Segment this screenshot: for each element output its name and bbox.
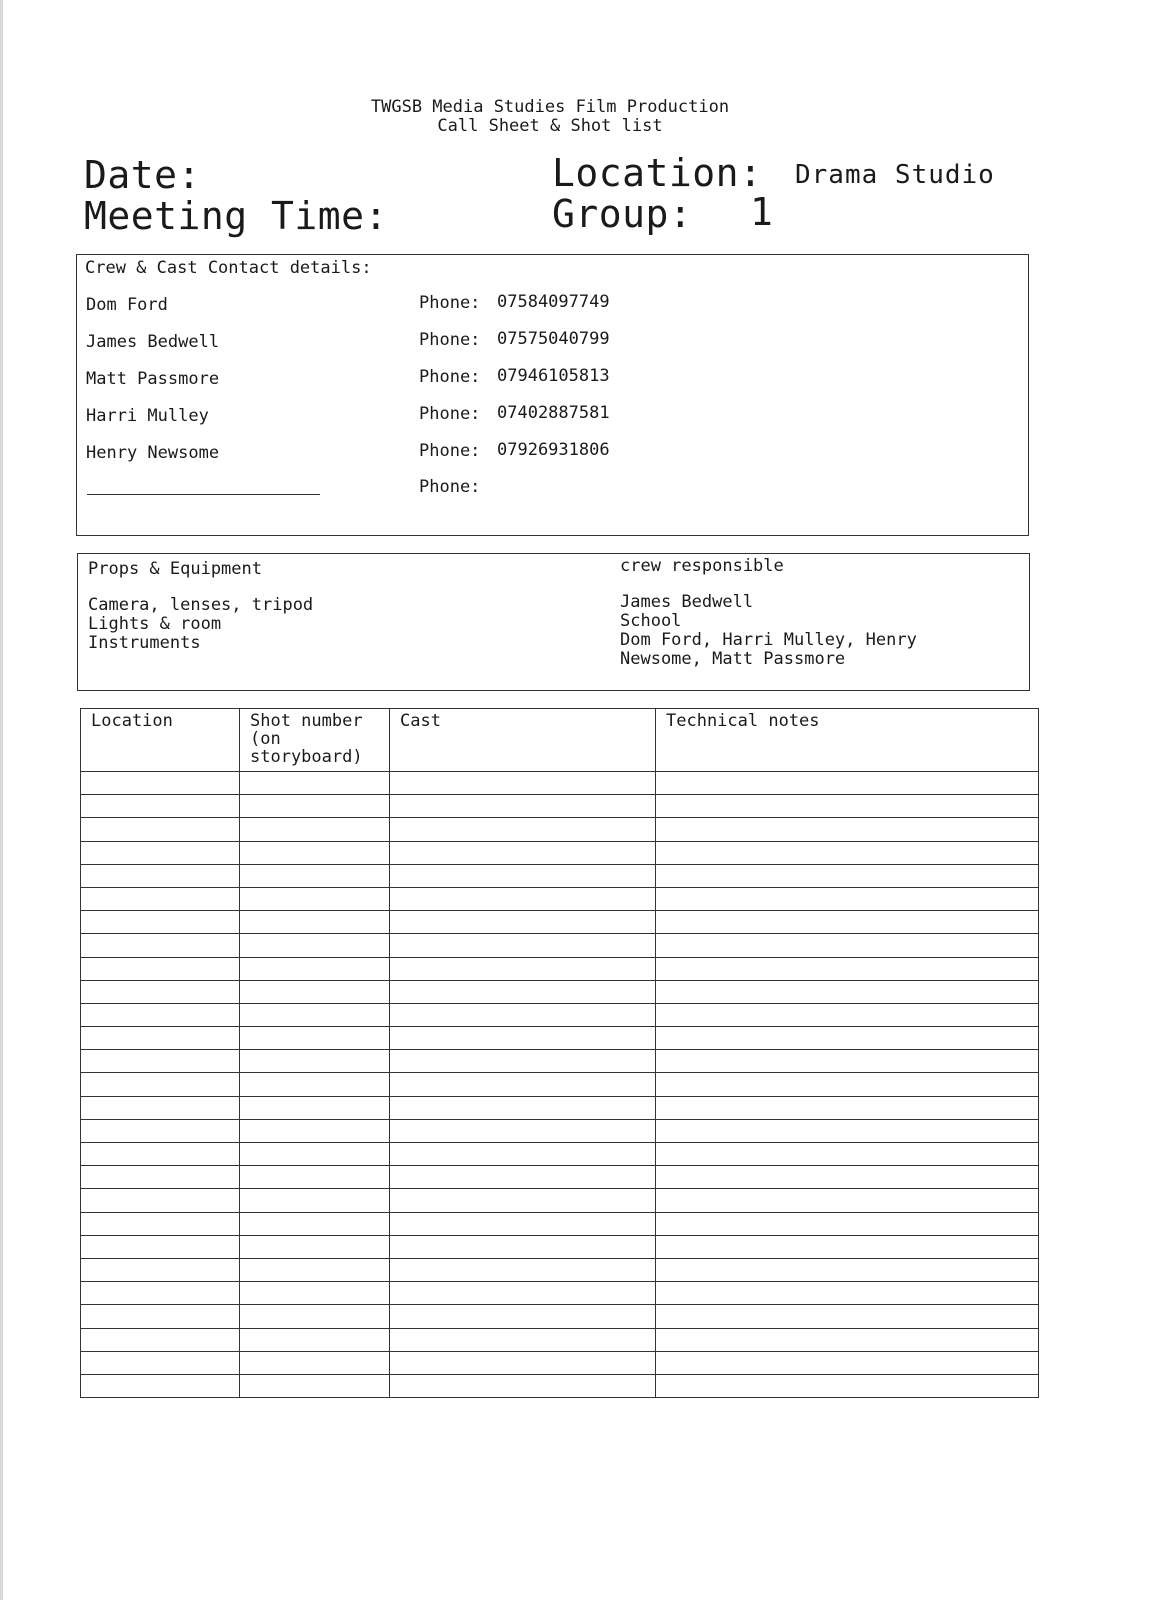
table-cell: [81, 1027, 240, 1050]
table-cell: [81, 957, 240, 980]
table-row: [81, 1166, 1039, 1189]
table-cell: [656, 1073, 1039, 1096]
contact-phone: 07926931806: [497, 440, 610, 460]
crew-line: Newsome, Matt Passmore: [620, 649, 846, 669]
table-row: [81, 911, 1039, 934]
table-cell: [390, 1073, 656, 1096]
contact-phone-label: Phone:: [419, 330, 481, 350]
table-cell: [240, 887, 390, 910]
contact-phone: 07584097749: [497, 292, 610, 312]
table-cell: [656, 911, 1039, 934]
table-cell: [390, 1328, 656, 1351]
table-cell: [81, 1351, 240, 1374]
table-cell: [390, 887, 656, 910]
table-cell: [656, 1282, 1039, 1305]
table-cell: [390, 957, 656, 980]
location-label: Location:: [552, 151, 763, 195]
contact-phone: 07575040799: [497, 329, 610, 349]
prop-item: Camera, lenses, tripod: [88, 595, 314, 615]
table-cell: [390, 1305, 656, 1328]
table-cell: [656, 1328, 1039, 1351]
table-cell: [240, 1166, 390, 1189]
table-cell: [390, 1258, 656, 1281]
contacts-title: Crew & Cast Contact details:: [85, 258, 372, 278]
table-cell: [240, 1212, 390, 1235]
table-cell: [390, 1096, 656, 1119]
table-row: [81, 1235, 1039, 1258]
table-cell: [390, 1351, 656, 1374]
table-cell: [390, 1119, 656, 1142]
table-cell: [390, 1189, 656, 1212]
table-row: [81, 1328, 1039, 1351]
contact-name: Matt Passmore: [86, 369, 220, 389]
table-cell: [656, 772, 1039, 795]
contact-phone-label: Phone:: [419, 367, 481, 387]
table-cell: [240, 1143, 390, 1166]
contact-phone-label: Phone:: [419, 293, 481, 313]
table-cell: [656, 1189, 1039, 1212]
meeting-time-label: Meeting Time:: [84, 194, 388, 238]
table-cell: [656, 1027, 1039, 1050]
table-cell: [240, 841, 390, 864]
table-cell: [240, 1189, 390, 1212]
table-cell: [656, 934, 1039, 957]
table-cell: [81, 887, 240, 910]
table-cell: [390, 1166, 656, 1189]
table-cell: [390, 841, 656, 864]
table-cell: [81, 980, 240, 1003]
prop-item: Instruments: [88, 633, 201, 653]
contact-name: Harri Mulley: [86, 406, 209, 426]
table-cell: [390, 818, 656, 841]
table-cell: [240, 795, 390, 818]
table-cell: [240, 1027, 390, 1050]
table-cell: [81, 1212, 240, 1235]
table-cell: [656, 1258, 1039, 1281]
table-cell: [390, 1003, 656, 1026]
crew-responsible-title: crew responsible: [620, 556, 784, 576]
location-value: Drama Studio: [795, 160, 995, 190]
table-cell: [240, 1096, 390, 1119]
table-row: [81, 980, 1039, 1003]
contact-phone-label: Phone:: [419, 441, 481, 461]
table-row: [81, 957, 1039, 980]
date-label: Date:: [84, 153, 201, 197]
table-row: [81, 1096, 1039, 1119]
table-cell: [656, 1235, 1039, 1258]
table-cell: [240, 1050, 390, 1073]
table-cell: [81, 911, 240, 934]
table-cell: [81, 864, 240, 887]
column-header-technical-notes: Technical notes: [656, 709, 1039, 772]
crew-line: James Bedwell: [620, 592, 754, 612]
contact-phone: 07946105813: [497, 366, 610, 386]
table-cell: [240, 911, 390, 934]
table-cell: [81, 934, 240, 957]
table-cell: [390, 1235, 656, 1258]
table-cell: [240, 772, 390, 795]
table-cell: [390, 795, 656, 818]
table-row: [81, 864, 1039, 887]
table-cell: [240, 818, 390, 841]
table-cell: [81, 1003, 240, 1026]
table-cell: [81, 1374, 240, 1397]
table-cell: [390, 1050, 656, 1073]
table-cell: [81, 1235, 240, 1258]
table-cell: [390, 934, 656, 957]
table-cell: [390, 1374, 656, 1397]
shot-list-table: [80, 708, 1039, 1398]
table-cell: [240, 1235, 390, 1258]
table-cell: [390, 911, 656, 934]
table-cell: [240, 1003, 390, 1026]
table-cell: [656, 1166, 1039, 1189]
table-cell: [81, 795, 240, 818]
blank-name-line: [87, 494, 320, 495]
shot-list-body: [81, 772, 1039, 1398]
title-line-2: Call Sheet & Shot list: [437, 116, 663, 136]
table-row: [81, 934, 1039, 957]
prop-item: Lights & room: [88, 614, 222, 634]
table-cell: [656, 1050, 1039, 1073]
table-row: [81, 1305, 1039, 1328]
table-row: [81, 795, 1039, 818]
table-cell: [390, 864, 656, 887]
table-cell: [81, 1050, 240, 1073]
table-cell: [390, 1282, 656, 1305]
table-cell: [656, 864, 1039, 887]
table-cell: [656, 1119, 1039, 1142]
table-cell: [390, 772, 656, 795]
table-cell: [656, 1003, 1039, 1026]
table-cell: [240, 1351, 390, 1374]
contact-phone: 07402887581: [497, 403, 610, 423]
table-row: [81, 1143, 1039, 1166]
table-row: [81, 1189, 1039, 1212]
table-cell: [81, 1143, 240, 1166]
contact-name: Dom Ford: [86, 295, 168, 315]
table-cell: [656, 887, 1039, 910]
group-value: 1: [750, 190, 774, 234]
table-cell: [81, 1073, 240, 1096]
scan-edge: [0, 0, 3, 1600]
table-cell: [390, 1027, 656, 1050]
table-row: [81, 1374, 1039, 1397]
table-cell: [81, 1189, 240, 1212]
table-row: [81, 887, 1039, 910]
table-row: [81, 772, 1039, 795]
table-cell: [240, 1328, 390, 1351]
props-title: Props & Equipment: [88, 559, 262, 579]
table-cell: [656, 1305, 1039, 1328]
contact-name: James Bedwell: [86, 332, 220, 352]
table-cell: [656, 1143, 1039, 1166]
table-cell: [240, 1119, 390, 1142]
table-cell: [656, 980, 1039, 1003]
table-cell: [240, 934, 390, 957]
contact-name: Henry Newsome: [86, 443, 220, 463]
table-cell: [81, 1328, 240, 1351]
table-cell: [81, 1119, 240, 1142]
crew-line: School: [620, 611, 682, 631]
table-cell: [81, 1282, 240, 1305]
table-cell: [240, 1374, 390, 1397]
column-header-location: Location: [81, 709, 240, 772]
table-cell: [240, 1258, 390, 1281]
table-cell: [656, 1096, 1039, 1119]
table-row: [81, 1050, 1039, 1073]
table-cell: [240, 1073, 390, 1096]
table-cell: [240, 1282, 390, 1305]
table-cell: [656, 795, 1039, 818]
column-header-cast: Cast: [390, 709, 656, 772]
table-row: [81, 1073, 1039, 1096]
table-cell: [81, 772, 240, 795]
table-cell: [390, 1212, 656, 1235]
shot-list-header: [81, 709, 1039, 772]
document-title: [0, 98, 1100, 136]
contact-phone-label: Phone:: [419, 477, 481, 497]
table-row: [81, 1212, 1039, 1235]
table-cell: [81, 1258, 240, 1281]
table-row: [81, 1003, 1039, 1026]
table-cell: [240, 980, 390, 1003]
title-line-1: TWGSB Media Studies Film Production: [370, 97, 730, 117]
table-row: [81, 1258, 1039, 1281]
table-row: [81, 1282, 1039, 1305]
table-cell: [240, 957, 390, 980]
table-row: [81, 1119, 1039, 1142]
table-cell: [81, 818, 240, 841]
table-cell: [81, 1305, 240, 1328]
table-cell: [81, 841, 240, 864]
column-header-shot-number: Shot number (on storyboard): [240, 709, 390, 772]
table-row: [81, 1027, 1039, 1050]
table-cell: [656, 1212, 1039, 1235]
table-row: [81, 818, 1039, 841]
table-row: [81, 1351, 1039, 1374]
table-cell: [656, 818, 1039, 841]
table-cell: [240, 864, 390, 887]
crew-line: Dom Ford, Harri Mulley, Henry: [620, 630, 917, 650]
table-row: [81, 841, 1039, 864]
contact-phone-label: Phone:: [419, 404, 481, 424]
table-cell: [390, 980, 656, 1003]
table-cell: [656, 1351, 1039, 1374]
group-label: Group:: [552, 192, 693, 236]
table-cell: [240, 1305, 390, 1328]
table-cell: [656, 957, 1039, 980]
table-cell: [656, 1374, 1039, 1397]
table-cell: [81, 1096, 240, 1119]
table-cell: [390, 1143, 656, 1166]
table-cell: [656, 841, 1039, 864]
table-cell: [81, 1166, 240, 1189]
